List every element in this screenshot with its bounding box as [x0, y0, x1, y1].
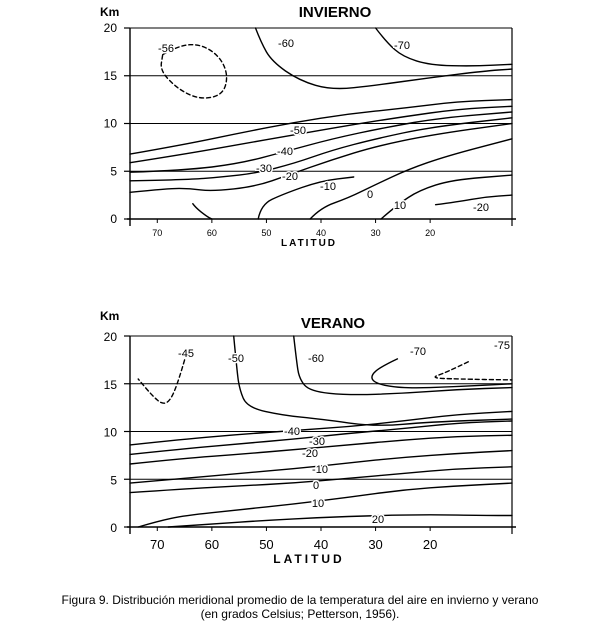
isotherm-line-minus10-9	[258, 177, 354, 219]
isotherm-label-minus10: -10	[320, 181, 336, 193]
y-tick-label-10: 10	[103, 116, 117, 131]
panel-title: INVIERNO	[298, 4, 372, 21]
x-tick-label-20: 20	[425, 228, 436, 238]
figure-caption-line-2: (en grados Celsius; Petterson, 1956).	[200, 607, 400, 621]
y-axis-unit-label: Km	[100, 5, 120, 19]
x-tick-label-60: 60	[204, 537, 220, 552]
x-axis-title: LATITUD	[280, 238, 338, 249]
x-tick-label-60: 60	[206, 228, 217, 238]
isotherm-line-10-10	[138, 483, 512, 527]
x-tick-label-30: 30	[370, 228, 381, 238]
isotherm-line-minus45-0	[138, 360, 184, 403]
y-tick-label-20: 20	[103, 330, 117, 344]
isotherm-label-minus60: -60	[278, 38, 294, 50]
isotherm-label-0: 0	[312, 480, 320, 492]
isotherm-line-minus75-4	[435, 362, 512, 380]
winter-panel	[100, 4, 516, 249]
isotherm-line-20-11	[168, 515, 512, 527]
isotherm-label-0: 0	[366, 189, 374, 201]
isotherm-label-minus70: -70	[410, 346, 426, 358]
isotherm-label-minus70: -70	[394, 40, 410, 52]
y-tick-label-10: 10	[103, 425, 117, 440]
y-tick-label-0: 0	[110, 521, 117, 535]
isotherm-label-minus45: -45	[178, 348, 194, 360]
isotherm-label-10: 10	[311, 498, 325, 510]
summer-panel	[100, 309, 516, 566]
x-tick-label-50: 50	[261, 228, 272, 238]
isotherm-label-minus50: -50	[228, 353, 244, 365]
x-tick-label-30: 30	[368, 537, 383, 552]
isotherm-line-minus10-8	[193, 204, 212, 219]
isotherm-label-20: 20	[371, 514, 385, 526]
isotherm-label-minus40: -40	[277, 146, 293, 158]
isotherm-label-minus50: -50	[290, 125, 306, 137]
isotherm-label-minus40: -40	[284, 426, 300, 438]
x-tick-label-40: 40	[313, 537, 329, 552]
x-tick-label-70: 70	[150, 537, 165, 552]
x-tick-label-50: 50	[259, 537, 274, 552]
isotherm-line-minus50-3	[130, 100, 512, 155]
x-axis-title: LATITUD	[273, 552, 345, 566]
x-tick-label-20: 20	[422, 537, 438, 552]
isotherm-label-minus10: -10	[312, 464, 328, 476]
isotherm-label-minus56: -56	[158, 43, 174, 55]
panel-title: VERANO	[300, 315, 366, 332]
y-tick-label-15: 15	[103, 68, 117, 83]
x-tick-label-40: 40	[315, 228, 327, 238]
isotherm-label-minus60: -60	[308, 353, 324, 365]
isotherm-label-minus20: -20	[473, 202, 489, 214]
y-tick-label-0: 0	[110, 212, 117, 226]
y-axis-unit-label: Km	[100, 309, 120, 323]
isotherm-label-10: 10	[393, 200, 407, 212]
x-tick-label-70: 70	[152, 228, 163, 238]
y-tick-label-5: 5	[110, 473, 117, 488]
isotherm-label-minus20: -20	[282, 171, 298, 183]
y-tick-label-5: 5	[110, 164, 117, 179]
isotherm-label-minus20: -20	[302, 448, 318, 460]
y-tick-label-15: 15	[103, 377, 117, 392]
figure-caption-line-1: Figura 9. Distribución meridional promedio de la temperatura del aire en invierno y verano	[61, 593, 539, 607]
isotherm-label-minus30: -30	[256, 163, 272, 175]
isotherm-label-minus30: -30	[309, 436, 325, 448]
isotherm-label-minus75: -75	[494, 340, 510, 352]
y-tick-label-20: 20	[103, 21, 117, 35]
